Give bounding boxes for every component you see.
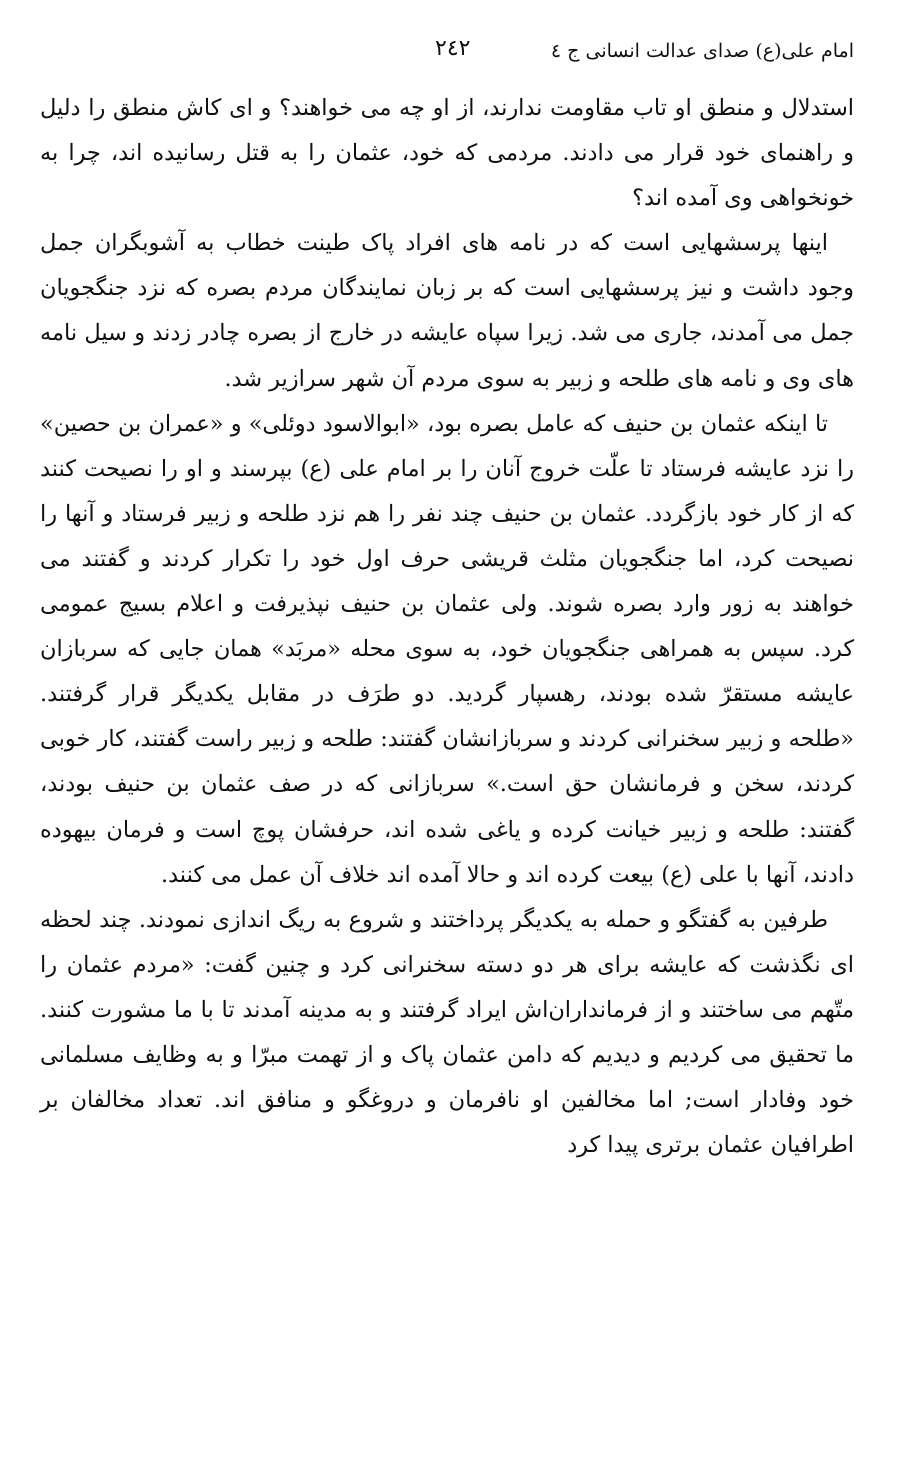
page-header	[40, 36, 854, 70]
paragraph-2: اینها پرسشهایی است که در نامه های افراد پاک طینت خطاب به آشوبگران جمل وجود داشت و نیز پرسشهایی است که بر زبان نمایندگان مردم بصره که نزد جنگجویان جمل می آمدند، جاری می شد. زیرا سپاه عایشه در خارج از بصره چادر زدند و سیل نامه های وی و نامه های طلحه و زبیر به سوی مردم آن شهر سرازیر شد.	[40, 230, 854, 392]
paragraph-4: طرفین به گفتگو و حمله به یکدیگر پرداختند و شروع به ریگ اندازی نمودند. چند لحظه ای نگذشت که عایشه برای هر دو دسته سخنرانی کرد و چنین گفت: «مردم عثمان را متّهم می ساختند و از فرمانداران‌اش ایراد گرفتند و به مدینه آمدند تا با ما مشورت کنند. ما تحقیق می کردیم و دیدیم که دامن عثمان پاک و از تهمت مبرّا و به وظایف مسلمانی خود وفادار است; اما مخالفین او نافرمان و دروغگو و منافق اند. تعداد مخالفان بر اطرافیان عثمان برتری پیدا کرد	[40, 906, 854, 1159]
paragraph-3: تا اینکه عثمان بن حنیف که عامل بصره بود، «ابوالاسود دوئلی» و «عمران بن حصین» را نزد عایشه فرستاد تا علّت خروج آنان را بر امام علی (ع) بپرسند و او را نصیحت کنند که از کار خود بازگردد. عثمان بن حنیف چند نفر را هم نزد طلحه و زبیر فرستاد و آنها را نصیحت کرد، اما جنگجویان مثلث قریشی حرف اول خود را تکرار کردند و گفتند می خواهند به زور وارد بصره شوند. ولی عثمان بن حنیف نپذیرفت و اعلام بسیج عمومی کرد. سپس به همراهی جنگجویان خود، به سوی محله «مربَد» همان جایی که سربازان عایشه مستقرّ شده بودند، رهسپار گردید. دو طرَف در مقابل یکدیگر قرار گرفتند. «طلحه و زبیر سخنرانی کردند و سربازانشان گفتند: طلحه و زبیر راست گفتند، کار خوبی کردند، سخن و فرمانشان حق است.» سربازانی که در صف عثمان بن حنیف بودند، گفتند: طلحه و زبیر خیانت کرده و یاغی شده اند، حرفشان پوچ است و فرمان بیهوده دادند، آنها با علی (ع) بیعت کرده اند و حالا آمده اند خلاف آن عمل می کنند.	[40, 410, 854, 888]
paragraph-1: استدلال و منطق او تاب مقاومت ندارند، از او چه می خواهند؟ و ای کاش منطق را دلیل و راهنمای خود قرار می دادند. مردمی که خود، عثمان را به قتل رسانیده اند، چرا به خونخواهی وی آمده اند؟	[40, 95, 854, 212]
body-text	[40, 86, 854, 1168]
running-title: امام علی(ع) صدای عدالت انسانی ج ٤	[550, 40, 854, 62]
page-number: ٢٤٢	[435, 36, 471, 61]
